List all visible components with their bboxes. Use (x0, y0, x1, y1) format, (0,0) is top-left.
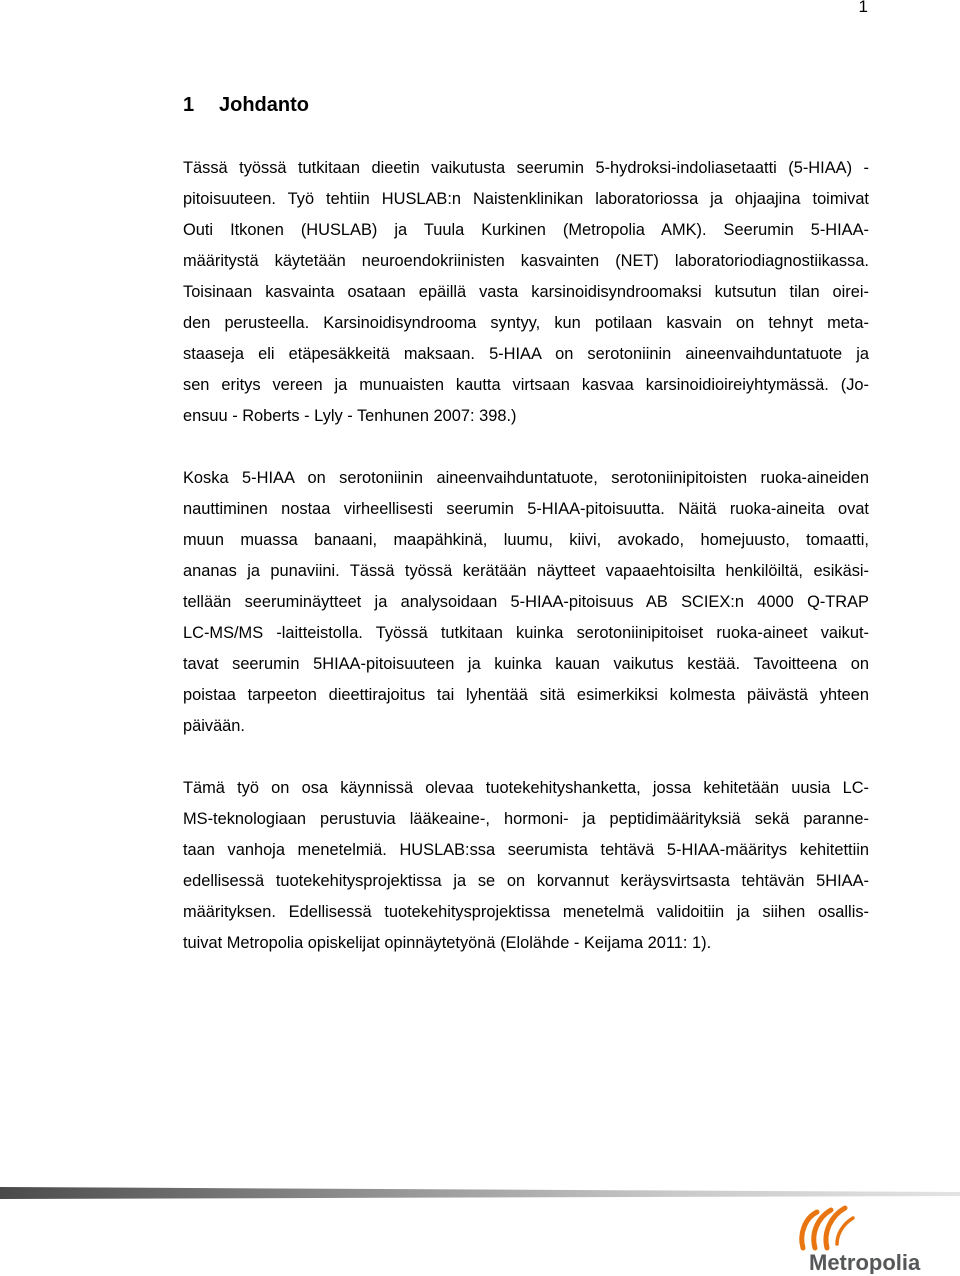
text-line: den perusteella. Karsinoidisyndrooma syntyy, kun potilaan kasvain on tehnyt meta- (183, 314, 869, 332)
text-line: ensuu - Roberts - Lyly - Tenhunen 2007: 398.) (183, 407, 517, 425)
text-line: Tässä työssä tutkitaan dieetin vaikutusta seerumin 5-hydroksi-indoliasetaatti (5-HIAA) - (183, 159, 869, 177)
text-line: staaseja eli etäpesäkkeitä maksaan. 5-HIAA on serotoniinin aineenvaihduntatuote ja (183, 345, 869, 363)
text-line: Outi Itkonen (HUSLAB) ja Tuula Kurkinen (Metropolia AMK). Seerumin 5-HIAA- (183, 221, 869, 239)
text-line: Toisinaan kasvainta osataan epäillä vasta karsinoidisyndroomaksi kutsutun tilan oirei- (183, 283, 869, 301)
paragraph-gap (183, 742, 869, 773)
text-line: päivään. (183, 717, 245, 735)
paragraph-gap (183, 432, 869, 463)
section-title: Johdanto (219, 94, 309, 116)
text-line: muun muassa banaani, maapähkinä, luumu, kiivi, avokado, homejuusto, tomaatti, (183, 531, 869, 549)
text-line: LC-MS/MS -laitteistolla. Työssä tutkitaan kuinka serotoniinipitoiset ruoka-aineet vaikut- (183, 624, 869, 642)
paragraph (183, 463, 869, 742)
text-line: ananas ja punaviini. Tässä työssä kerätään näytteet vapaaehtoisilta henkilöiltä, esikäsi- (183, 562, 869, 580)
text-line: poistaa tarpeeton dieettirajoitus tai lyhentää sitä esimerkiksi kolmesta päivästä yhteen (183, 686, 869, 704)
body-text (183, 153, 869, 959)
text-line: Tämä työ on osa käynnissä olevaa tuotekehityshanketta, jossa kehitetään uusia LC- (183, 779, 869, 797)
text-line: sen eritys vereen ja munuaisten kautta virtsaan kasvaa karsinoidioireiyhtymässä. (Jo- (183, 376, 869, 394)
text-line: tavat seerumin 5HIAA-pitoisuuteen ja kuinka kauan vaikutus kestää. Tavoitteena on (183, 655, 869, 673)
metropolia-logo (791, 1204, 931, 1274)
text-line: tuivat Metropolia opiskelijat opinnäytetyönä (Elolähde - Keijama 2011: 1). (183, 934, 712, 952)
footer-bar (0, 1186, 960, 1200)
page-number: 1 (858, 0, 868, 16)
text-line: määritystä käytetään neuroendokriinisten kasvainten (NET) laboratoriodiagnostiikassa. (183, 252, 869, 270)
text-line: MS-teknologiaan perustuvia lääkeaine-, hormoni- ja peptidimäärityksiä sekä paranne- (183, 810, 869, 828)
text-line: pitoisuuteen. Työ tehtiin HUSLAB:n Naistenklinikan laboratoriossa ja ohjaajina toimivat (183, 190, 869, 208)
text-line: Koska 5-HIAA on serotoniinin aineenvaihduntatuote, serotoniinipitoisten ruoka-aineiden (183, 469, 869, 487)
text-line: tellään seeruminäytteet ja analysoidaan 5-HIAA-pitoisuus AB SCIEX:n 4000 Q-TRAP (183, 593, 869, 611)
paragraph (183, 153, 869, 432)
text-line: määrityksen. Edellisessä tuotekehitysprojektissa menetelmä validoitiin ja siihen osallis- (183, 903, 869, 921)
paragraph (183, 773, 869, 959)
text-line: taan vanhoja menetelmiä. HUSLAB:ssa seerumista tehtävä 5-HIAA-määritys kehitettiin (183, 841, 869, 859)
section-number: 1 (183, 94, 195, 116)
text-line: nauttiminen nostaa virheellisesti seerumin 5-HIAA-pitoisuutta. Näitä ruoka-aineita ovat (183, 500, 869, 518)
section-heading (183, 94, 309, 117)
logo-text: Metropolia (809, 1250, 921, 1274)
text-line: edellisessä tuotekehitysprojektissa ja se on korvannut keräysvirtsasta tehtävän 5HIAA- (183, 872, 869, 890)
